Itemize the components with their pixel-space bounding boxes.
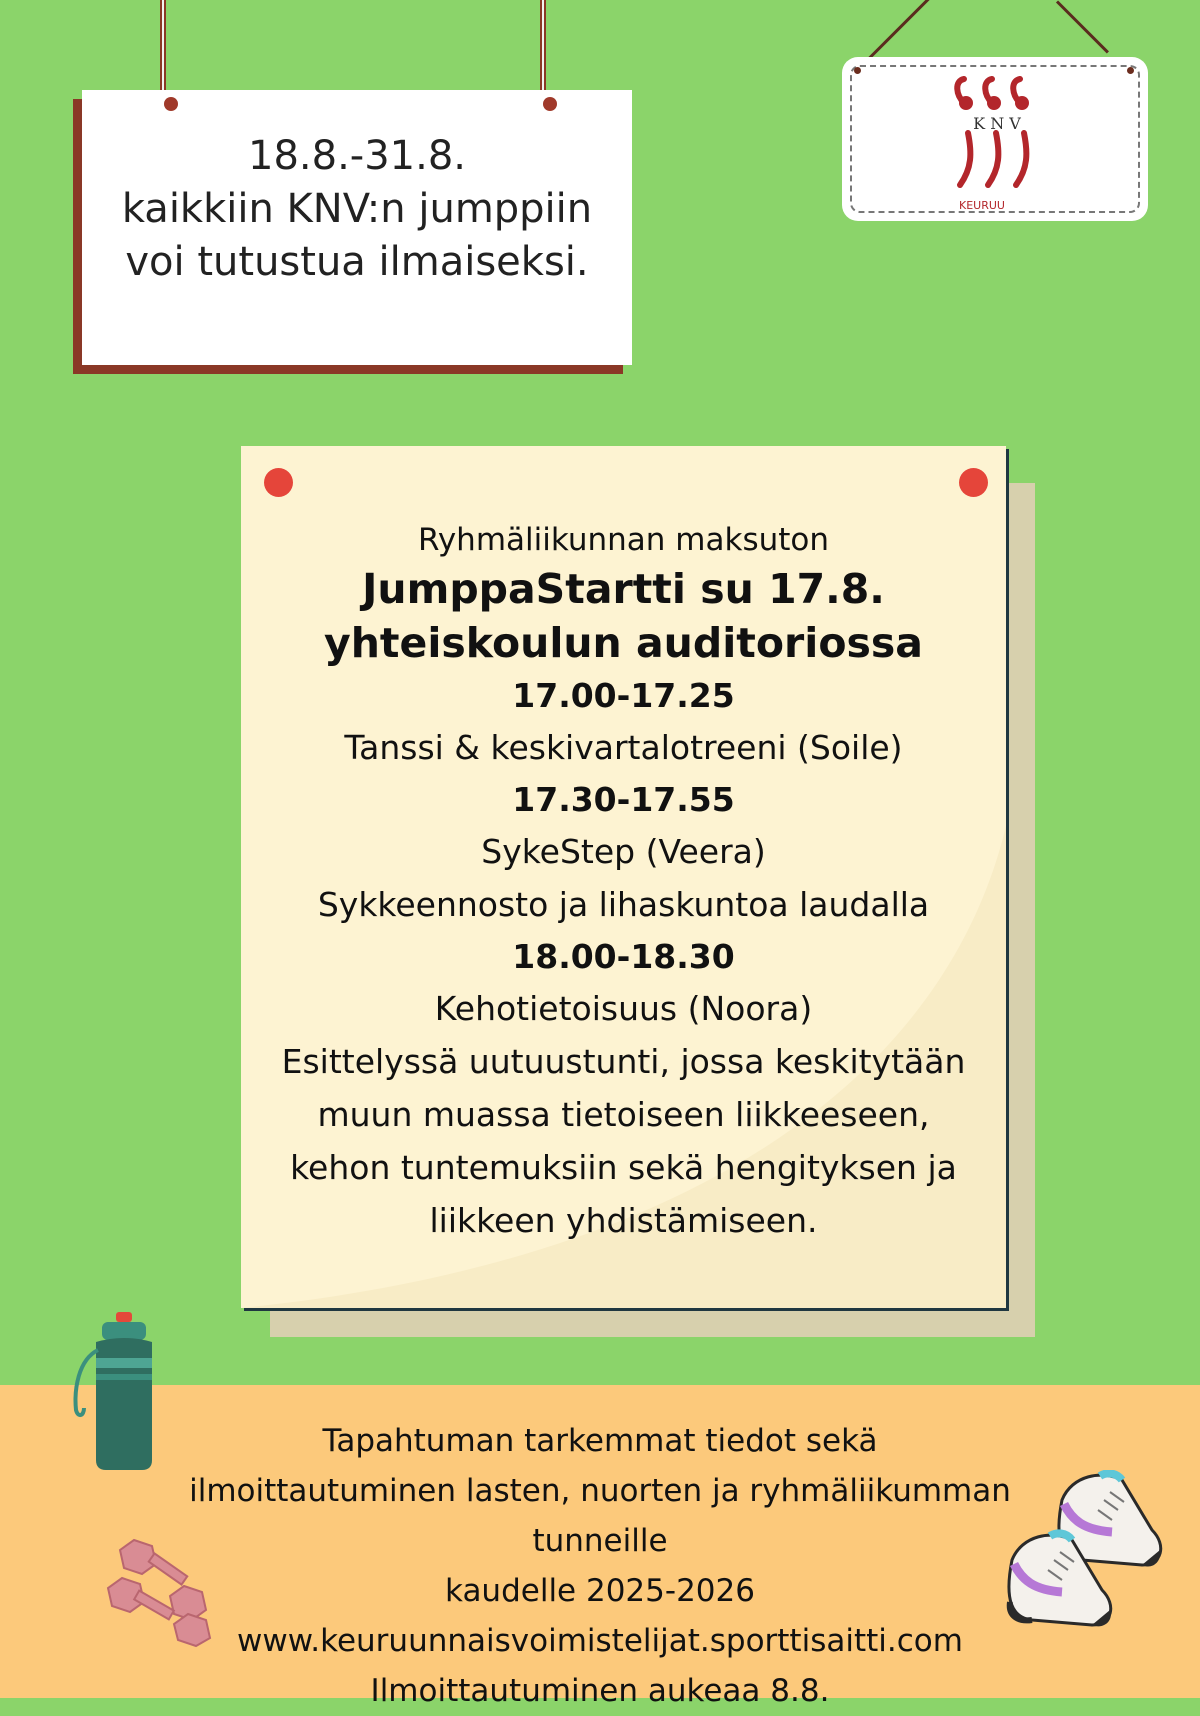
knv-logo bbox=[942, 73, 1052, 213]
notice-text bbox=[82, 130, 632, 289]
water-bottle-icon bbox=[68, 1310, 158, 1475]
event-details bbox=[241, 518, 1006, 1247]
footer-line: Tapahtuman tarkemmat tiedot sekä bbox=[322, 1423, 878, 1459]
logo-letters: K N V bbox=[973, 114, 1021, 133]
event-title: JumppaStartti su 17.8. bbox=[362, 565, 885, 613]
event-intro: Ryhmäliikunnan maksuton bbox=[417, 522, 830, 558]
dumbbells-icon bbox=[104, 1538, 244, 1648]
notice-line: voi tutustua ilmaiseksi. bbox=[125, 239, 589, 285]
registration-opens: Ilmoittautuminen aukeaa 8.8. bbox=[370, 1673, 830, 1709]
sneakers-icon bbox=[992, 1470, 1172, 1640]
logo-place: KEURUU bbox=[959, 199, 1005, 212]
session-time: 17.30-17.55 bbox=[512, 780, 735, 819]
notice-dates: 18.8.-31.8. bbox=[248, 133, 466, 179]
event-paper bbox=[241, 446, 1006, 1308]
notice-line: kaikkiin KNV:n jumppiin bbox=[121, 186, 593, 232]
session-description: Esittelyssä uutuustunti, jossa keskitytään muun muassa tietoiseen liikkeeseen, kehon tuntemuksiin sekä hengityksen ja liikkeen yhdistämiseen. bbox=[281, 1042, 966, 1240]
session-activity: Kehotietoisuus (Noora) bbox=[434, 989, 813, 1028]
pin-icon bbox=[959, 468, 988, 497]
session-time: 18.00-18.30 bbox=[512, 937, 735, 976]
logo-sign bbox=[842, 57, 1148, 221]
pin-icon bbox=[264, 468, 293, 497]
footer-line: ilmoittautuminen lasten, nuorten ja ryhmäliikumman tunneille bbox=[189, 1473, 1011, 1559]
session-description: Sykkeennosto ja lihaskuntoa laudalla bbox=[317, 885, 930, 924]
registration-info bbox=[150, 1416, 1050, 1716]
footer-season: kaudelle 2025-2026 bbox=[445, 1573, 755, 1609]
session-activity: Tanssi & keskivartalotreeni (Soile) bbox=[344, 728, 903, 767]
event-location: yhteiskoulun auditoriossa bbox=[324, 619, 923, 667]
session-activity: SykeStep (Veera) bbox=[481, 832, 766, 871]
nail-icon bbox=[164, 97, 178, 111]
nail-icon bbox=[543, 97, 557, 111]
free-trial-notice bbox=[82, 90, 632, 365]
session-time: 17.00-17.25 bbox=[512, 676, 735, 715]
website-link[interactable]: www.keuruunnaisvoimistelijat.sporttisaitti.com bbox=[237, 1623, 963, 1659]
